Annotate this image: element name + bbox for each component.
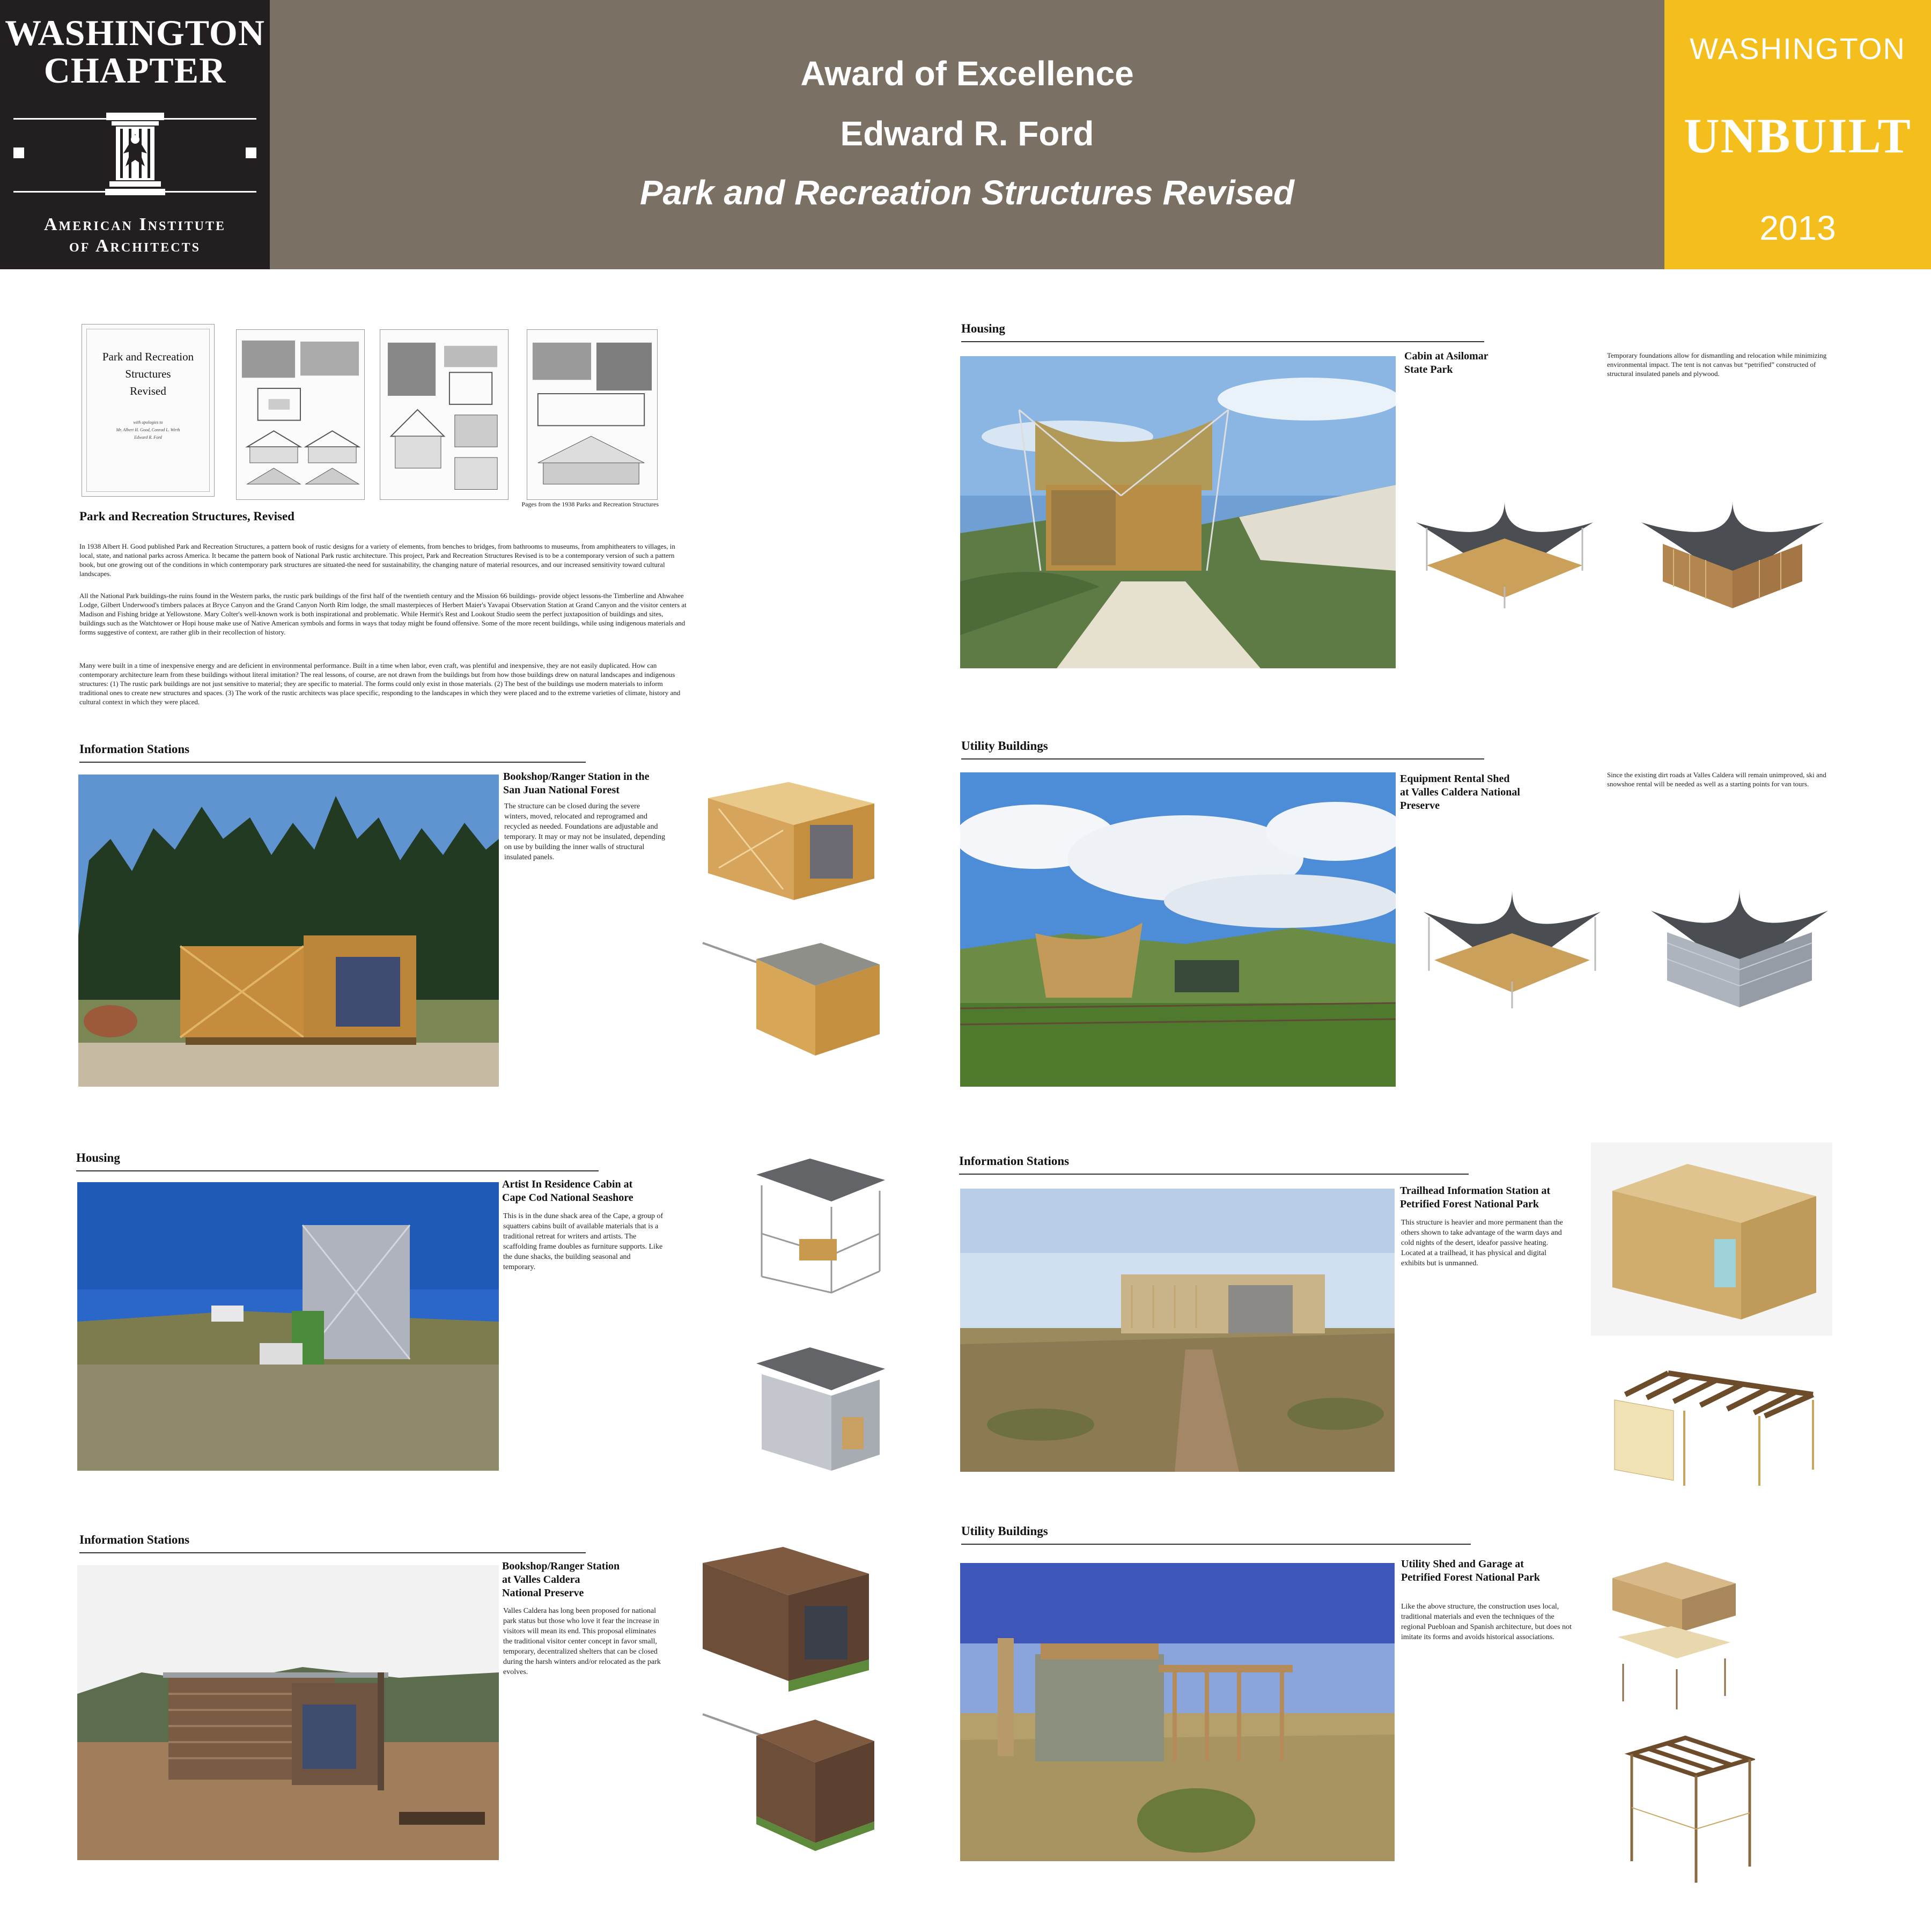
book-subtitle2: Mr. Albert H. Good, Conrad L. Wirth	[116, 427, 180, 432]
book-subtitle1: with apologies to	[133, 420, 163, 425]
badge-top: WASHINGTON	[1690, 32, 1906, 65]
section-rule	[961, 1544, 1471, 1545]
diagram-cabin-frame	[751, 1153, 890, 1297]
diagram-station-open	[697, 771, 880, 911]
title-line: at Valles Caldera National	[1400, 786, 1520, 798]
title-line: Cabin at Asilomar	[1404, 350, 1488, 362]
diagram-garage-exploded	[1607, 1557, 1741, 1712]
award-title-block	[270, 0, 1664, 269]
diagram-log-station-open	[697, 1542, 874, 1692]
panel-text-san-juan: The structure can be closed during the severe winters, moved, relocated and reprogramed and recycled as needed. Foundations are adjustable and temporary. It may or may not be insulated, depending on use by building the inner walls of structural insulated panels.	[504, 802, 666, 861]
title-line: Utility Shed and Garage at	[1401, 1558, 1524, 1570]
section-rule	[961, 758, 1484, 759]
diagram-tent-closed	[1631, 485, 1834, 614]
panel-text-valles-shed: Since the existing dirt roads at Valles Caldera will remain unimproved, ski and snowshoe rental will be needed as well as a starting points for van tours.	[1607, 771, 1826, 788]
diagram-trailhead-massing	[1591, 1142, 1832, 1336]
photo-valles-shed	[960, 772, 1396, 1087]
intro-paragraph-2: All the National Park buildings-the ruins found in the Western parks, the rustic park buildings of the first half of the twentieth century and the Mission 66 buildings- provide object lessons-the Timberline and Ahwahee Lodge, Gilbert Underwood's timbers palaces at Bryce Canyon and the Grand Canyon North Rim lodge, the small masterpieces of Herbert Maier's Yavapai Observation Station at Grand Canyon and the visitor centers at Madison and Fishing bridge at Yellowstone. Mary Colter's well-known work is both inspirational and problematic. While Hermit's Rest and Lookout Studio seem the perfect juxtaposition of buildings and sites, buildings such as the Watchtower or Hopi house make use of Native American symbols and forms in ways that today might be found offensive. Some of the more recent buildings, while using indigenous materials and forms suggestive of context, are rather glib in their recollection of history.	[79, 592, 687, 636]
intro-paragraph-3: Many were built in a time of inexpensive energy and are deficient in environmental performance. Built in a time when labor, even craft, was plentiful and inexpensive, they are not easily duplicated. How can contemporary architecture learn from these buildings without literal imitation? The real lessons, of course, are not drawn from the buildings but from how those buildings drew on natural landscapes and indigenous structures: (1) The rustic park buildings are not just sensitive to material; they are specific to material. The forms could only exist in those materials. (2) The best of the buildings use modern materials to inform traditional ones to create new structures and spaces. (3) The work of the rustic architects was place specific, responding to the landscapes in which they were placed and to the extreme varieties of climate, history and cultural context in which they were placed.	[79, 661, 681, 706]
book-page	[380, 329, 508, 500]
badge-year: 2013	[1759, 209, 1836, 247]
panel-text-asilomar: Temporary foundations allow for dismantling and relocation while minimizing environmental impact. The tent is not canvas but “petrified” constructed of structural insulated panels and plywood.	[1607, 351, 1827, 378]
section-title-info: Information Stations	[959, 1154, 1070, 1168]
title-line: Petrified Forest National Park	[1400, 1198, 1539, 1210]
section-title-utility: Utility Buildings	[961, 1524, 1048, 1538]
diagram-shed-open	[1413, 874, 1611, 1014]
panel-title-cape-cod	[502, 1178, 633, 1205]
award-level: Award of Excellence	[800, 54, 1134, 93]
aia-name-line2: of Architects	[69, 236, 201, 256]
author-name: Edward R. Ford	[840, 114, 1094, 153]
panel-text-valles-station: Valles Caldera has long been proposed for national park status but those who love it fear the increase in visitors will mean its end. This proposal eliminates the traditional visitor center concept in favor small, temporary, decentralized shelters that can be closed during the harsh winters and/or relocated as the park evolves.	[503, 1607, 661, 1676]
diagram-trailhead-frame	[1604, 1352, 1829, 1491]
pages-caption: Pages from the 1938 Parks and Recreation Structures	[521, 500, 659, 508]
title-line: Artist In Residence Cabin at	[502, 1178, 633, 1190]
photo-asilomar-cabin	[960, 356, 1396, 668]
title-line: San Juan National Forest	[503, 784, 620, 796]
diagram-shed-closed	[1640, 873, 1839, 1018]
title-line: Trailhead Information Station at	[1400, 1185, 1551, 1197]
title-line: National Preserve	[502, 1587, 584, 1599]
intro-paragraph-1: In 1938 Albert H. Good published Park and Recreation Structures, a pattern book of rustic designs for a variety of elements, from benches to bridges, from bathrooms to museums, from amphitheaters to villages, in local, state, and national parks across America. It became the pattern book of National Park rustic architecture. This project, Park and Recreation Structures Revised is to be a contemporary version of such a pattern book, but one growing out of the conditions in which contemporary park structures are situated-the need for sustainability, the changing nature of material resources, and our increased sensitivity toward cultural landscapes.	[79, 542, 675, 578]
project-title: Park and Recreation Structures Revised	[639, 173, 1295, 212]
title-line: Equipment Rental Shed	[1400, 773, 1510, 785]
section-rule	[961, 341, 1484, 342]
title-line: Petrified Forest National Park	[1401, 1572, 1541, 1583]
section-title-housing: Housing	[961, 322, 1005, 335]
book-page	[527, 329, 658, 500]
page-illustration	[527, 330, 657, 499]
aia-chapter-line2: CHAPTER	[43, 50, 226, 91]
panel-title-asilomar	[1404, 350, 1488, 377]
photo-trailhead-station	[960, 1189, 1395, 1472]
photo-petrified-garage	[960, 1563, 1395, 1861]
diagram-station-closed	[697, 927, 880, 1061]
diagram-tent-open	[1405, 485, 1604, 614]
book-subtitle3: Edward R. Ford	[134, 435, 162, 440]
panel-title-petrified-garage	[1401, 1558, 1540, 1584]
aia-chapter-line1: WASHINGTON	[5, 12, 265, 53]
section-title-info: Information Stations	[79, 1533, 190, 1546]
title-line: at Valles Caldera	[502, 1574, 580, 1586]
intro-heading: Park and Recreation Structures, Revised	[79, 510, 294, 523]
panel-title-valles-station	[502, 1560, 620, 1600]
logo-square	[246, 148, 256, 158]
logo-square	[13, 148, 24, 158]
diagram-cabin-closed	[751, 1342, 890, 1476]
page-illustration	[380, 330, 508, 499]
section-rule	[76, 1170, 599, 1171]
diagram-log-station-closed	[697, 1704, 874, 1854]
title-line: Cape Cod National Seashore	[502, 1192, 633, 1204]
header-banner	[0, 0, 1931, 269]
book-title-line2: Structures	[125, 367, 171, 380]
diagram-garage-frame	[1621, 1727, 1755, 1888]
section-rule	[79, 1552, 586, 1553]
column-eagle-icon	[102, 110, 168, 197]
section-rule	[79, 762, 586, 763]
book-cover	[82, 324, 215, 497]
panel-text-cape-cod: This is in the dune shack area of the Cape, a group of squatters cabins built of available materials that is a traditional retreat for writers and artists. The scaffolding frame doubles as furniture supports. Like the dune shacks, the building seasonal and temporary.	[503, 1212, 664, 1271]
unbuilt-badge	[1664, 0, 1931, 269]
panel-title-trailhead	[1400, 1184, 1550, 1211]
section-title-housing: Housing	[76, 1151, 120, 1164]
panel-text-trailhead: This structure is heavier and more permanent than the others shown to take advantage of the warm days and cold nights of the desert, ideafor passive heating. Located at a trailhead, it has physical and digital exhibits but is unmanned.	[1401, 1219, 1563, 1267]
title-line: State Park	[1404, 364, 1453, 375]
photo-valles-station	[77, 1565, 499, 1860]
title-line: Preserve	[1400, 800, 1440, 812]
section-title-utility: Utility Buildings	[961, 739, 1048, 753]
page-illustration	[237, 330, 364, 499]
book-title-line1: Park and Recreation	[102, 350, 194, 363]
aia-name-line1: American Institute	[44, 215, 226, 234]
title-line: Bookshop/Ranger Station	[502, 1560, 620, 1572]
section-rule	[959, 1174, 1469, 1175]
section-title-info: Information Stations	[79, 742, 190, 756]
badge-mid: UNBUILT	[1684, 108, 1912, 163]
panel-text-petrified-garage: Like the above structure, the construction uses local, traditional materials and even the techniques of the regional Puebloan and Spanish architecture, but does not imitate its forms and avoids historical associations.	[1401, 1603, 1572, 1641]
photo-san-juan-station	[78, 775, 499, 1087]
book-page	[236, 329, 365, 500]
aia-logo	[0, 0, 270, 269]
book-title-line3: Revised	[130, 385, 166, 397]
panel-title-san-juan	[503, 770, 649, 797]
panel-title-valles-shed	[1400, 772, 1520, 813]
photo-cape-cod-cabin	[77, 1182, 499, 1471]
title-line: Bookshop/Ranger Station in the	[503, 771, 650, 783]
